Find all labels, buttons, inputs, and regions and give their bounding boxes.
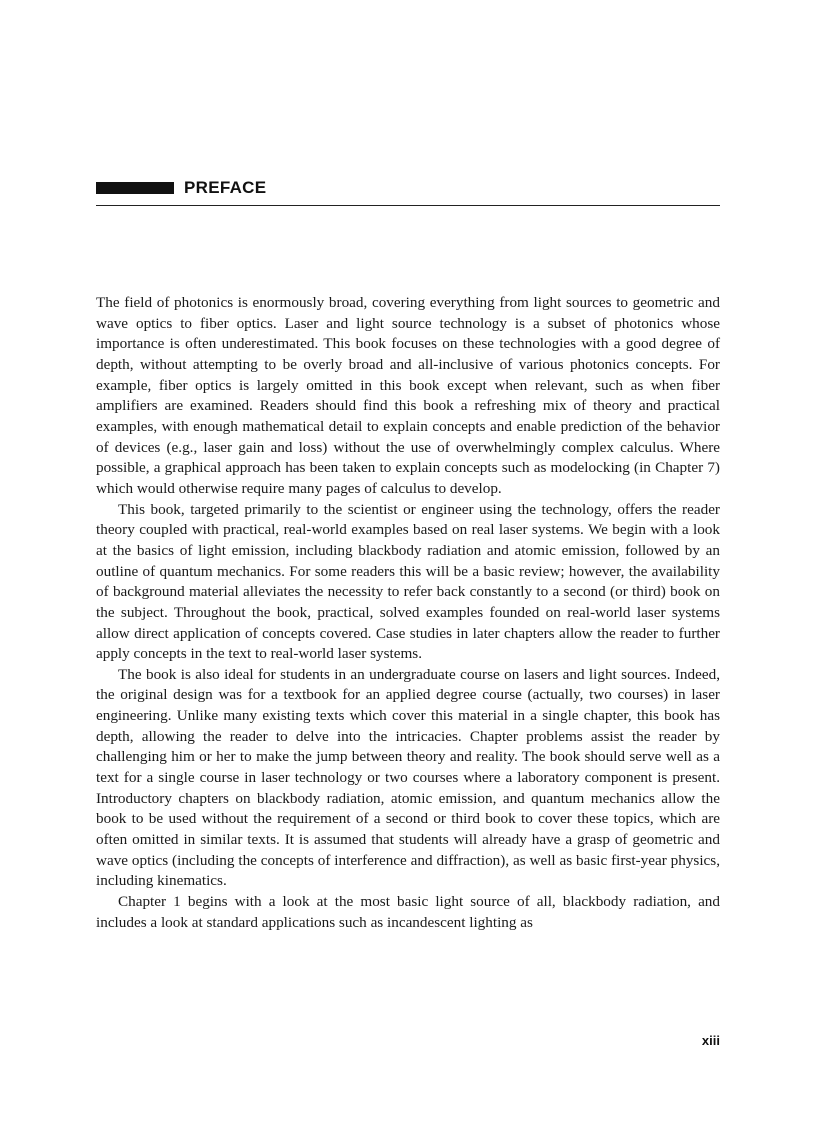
page-number: xiii [701, 1033, 720, 1048]
chapter-header [96, 178, 720, 208]
header-rule [96, 205, 720, 206]
preface-body [96, 293, 720, 933]
header-bar-ornament [96, 182, 174, 194]
paragraph: Chapter 1 begins with a look at the most basic light source of all, blackbody radiation, and includes a look at standard applications such as incandescent lighting as [96, 893, 720, 931]
paragraph: The book is also ideal for students in an undergraduate course on lasers and light sources. Indeed, the original design was for a textbook for an applied degree course (actually, two courses) in laser engineering. Unlike many existing texts which cover this material in a single chapter, this book has depth, allowing the reader to delve into the intricacies. Chapter problems assist the reader by challenging him or her to make the jump between theory and reality. The book should serve well as a text for a single course in laser technology or two courses where a laboratory component is present. Introductory chapters on blackbody radiation, atomic emission, and quantum mechanics allow the book to be used without the requirement of a second or third book to cover these topics, which are often omitted in similar texts. It is assumed that students will already have a grasp of geometric and wave optics (including the concepts of interference and diffraction), as well as basic first-year physics, including kinematics. [96, 665, 720, 890]
paragraph: This book, targeted primarily to the scientist or engineer using the technology, offers the reader theory coupled with practical, real-world examples based on real laser systems. We begin with a look at the basics of light emission, including blackbody radiation and atomic emission, followed by an outline of quantum mechanics. For some readers this will be a basic review; however, the availability of background material alleviates the necessity to refer back constantly to a second (or third) book on the subject. Throughout the book, practical, solved examples founded on real-world laser systems allow direct application of concepts covered. Case studies in later chapters allow the reader to further apply concepts in the text to real-world laser systems. [96, 500, 720, 663]
chapter-title: PREFACE [184, 178, 267, 197]
paragraph: The field of photonics is enormously broad, covering everything from light sources to geometric and wave optics to fiber optics. Laser and light source technology is a subset of photonics whose importance is often underestimated. This book focuses on these technologies with a good degree of depth, without attempting to be overly broad and all-inclusive of various photonics concepts. For example, fiber optics is largely omitted in this book except when relevant, such as when fiber amplifiers are examined. Readers should find this book a refreshing mix of theory and practical examples, with enough mathematical detail to explain concepts and enable prediction of the behavior of devices (e.g., laser gain and loss) without the use of overwhelmingly complex calculus. Where possible, a graphical approach has been taken to explain concepts such as modelocking (in Chapter 7) which would otherwise require many pages of calculus to develop. [96, 294, 720, 497]
